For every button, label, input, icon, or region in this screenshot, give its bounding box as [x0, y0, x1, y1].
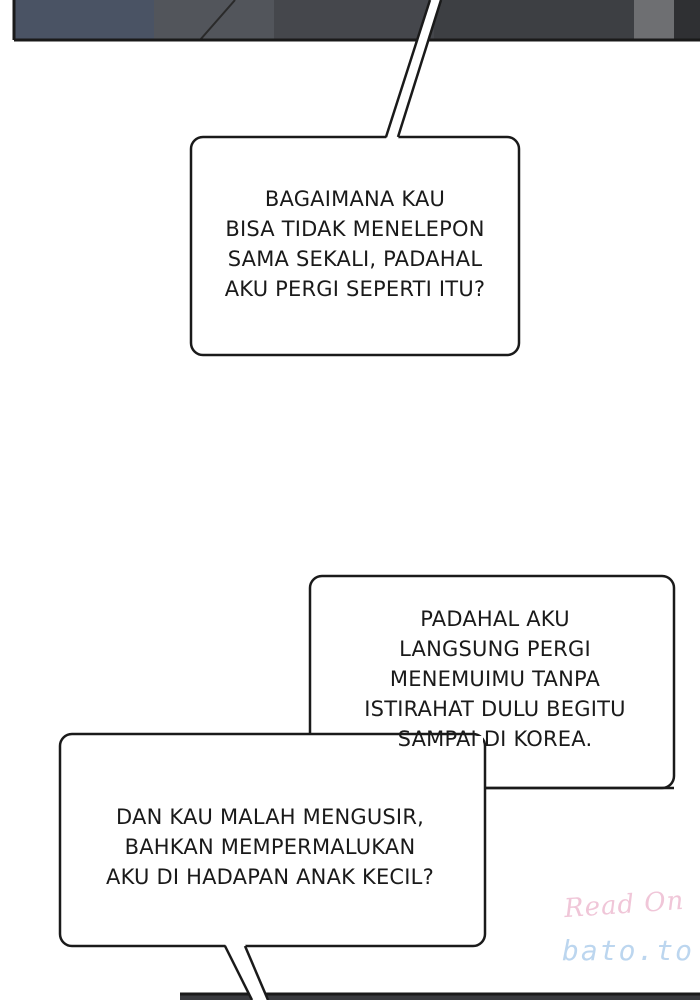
top-panel	[14, 0, 700, 40]
watermark-line-1: Read On	[563, 885, 686, 925]
bubble-2-text: PADAHAL AKU LANGSUNG PERGI MENEMUIMU TANPA ISTIRAHAT DULU BEGITU SAMPAI DI KOREA.	[364, 607, 626, 751]
bubble-1-text: BAGAIMANA KAU BISA TIDAK MENELEPON SAMA SEKALI, PADAHAL AKU PERGI SEPERTI ITU?	[224, 187, 486, 301]
bubble-3-text: DAN KAU MALAH MENGUSIR, BAHKAN MEMPERMALUKAN AKU DI HADAPAN ANAK KECIL?	[106, 805, 434, 889]
watermark-logo	[556, 885, 695, 983]
watermark-line-2: bato.to	[562, 934, 695, 967]
